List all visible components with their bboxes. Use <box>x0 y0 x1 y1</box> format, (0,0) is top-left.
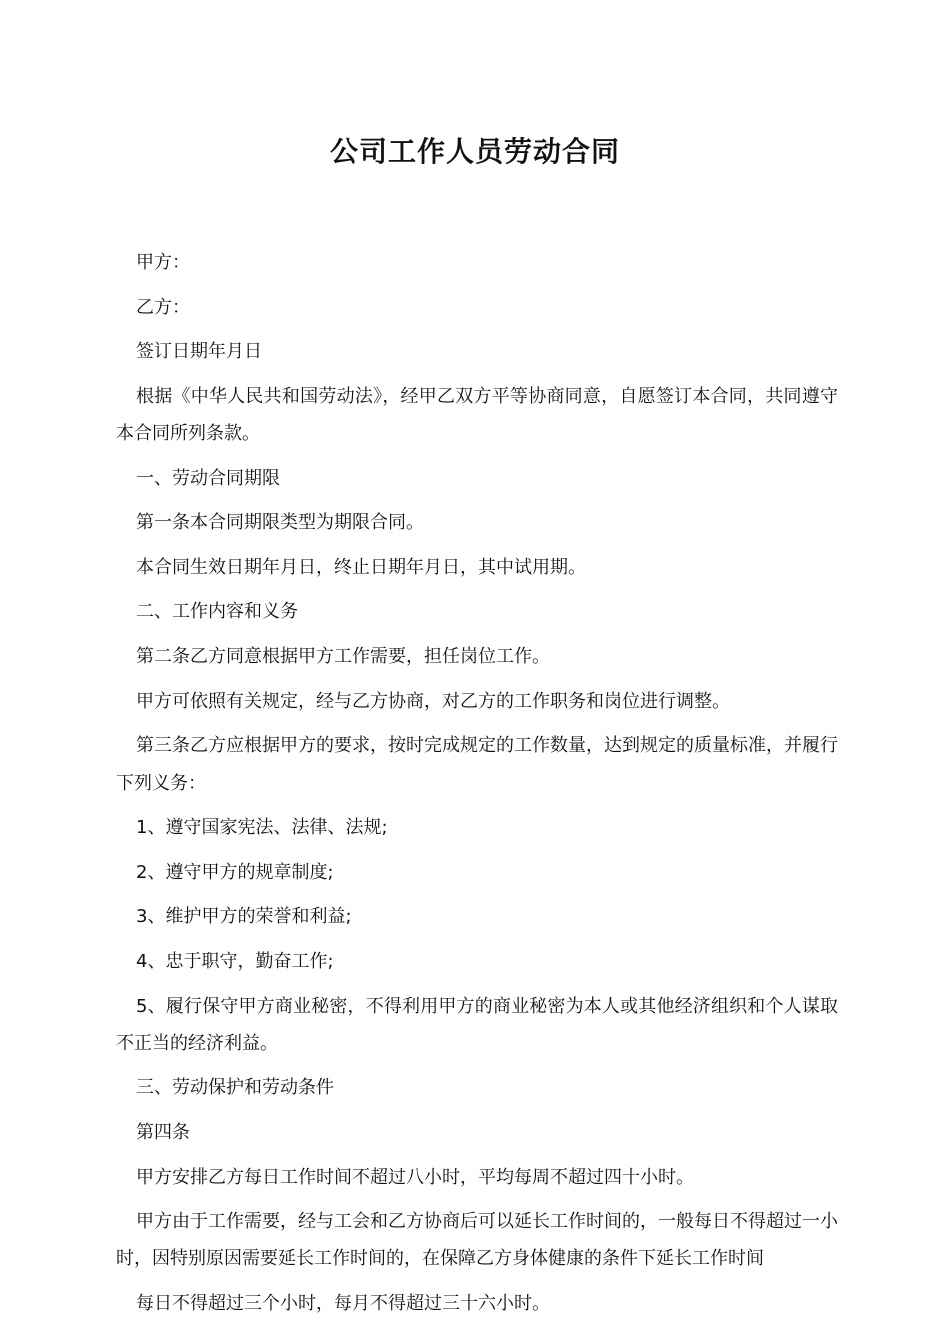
working-hours-paragraph: 甲方安排乙方每日工作时间不超过八小时，平均每周不超过四十小时。 <box>136 1166 694 1188</box>
article-4-heading: 第四条 <box>136 1121 190 1143</box>
section-heading-duties: 二、工作内容和义务 <box>136 601 298 623</box>
adjustment-paragraph: 甲方可依照有关规定，经与乙方协商，对乙方的工作职务和岗位进行调整。 <box>136 690 730 712</box>
document-title: 公司工作人员劳动合同 <box>329 135 620 168</box>
party-a-line: 甲方： <box>136 252 190 273</box>
obligation-item-2: 2、遵守甲方的规章制度; <box>136 861 334 883</box>
term-dates-paragraph: 本合同生效日期年月日，终止日期年月日，其中试用期。 <box>136 556 586 578</box>
section-heading-term: 一、劳动合同期限 <box>136 467 280 489</box>
overtime-paragraph: 甲方由于工作需要，经与工会和乙方协商后可以延长工作时间的，一般每日不得超过一小时，因特别原因需要延长工作时间的，在保障乙方身体健康的条件下延长工作时间 <box>116 1211 838 1270</box>
obligation-item-5: 5、履行保守甲方商业秘密，不得利用甲方的商业秘密为本人或其他经济组织和个人谋取不正当的经济利益。 <box>116 995 838 1054</box>
overtime-limit-paragraph: 每日不得超过三个小时，每月不得超过三十六小时。 <box>136 1293 550 1315</box>
article-1: 第一条本合同期限类型为期限合同。 <box>136 512 424 534</box>
article-3: 第三条乙方应根据甲方的要求，按时完成规定的工作数量，达到规定的质量标准，并履行下列义务： <box>116 735 838 794</box>
signing-date-line: 签订日期年月日 <box>136 341 262 363</box>
document-body <box>116 244 838 1330</box>
party-b-line: 乙方： <box>136 296 190 318</box>
article-2: 第二条乙方同意根据甲方工作需要，担任岗位工作。 <box>136 646 550 668</box>
obligation-item-1: 1、遵守国家宪法、法律、法规; <box>136 817 388 839</box>
obligation-item-4: 4、忠于职守，勤奋工作; <box>136 950 334 972</box>
section-heading-protection: 三、劳动保护和劳动条件 <box>136 1077 334 1099</box>
preamble-paragraph: 根据《中华人民共和国劳动法》，经甲乙双方平等协商同意，自愿签订本合同，共同遵守本合同所列条款。 <box>116 385 838 445</box>
obligation-item-3: 3、维护甲方的荣誉和利益; <box>136 906 352 928</box>
